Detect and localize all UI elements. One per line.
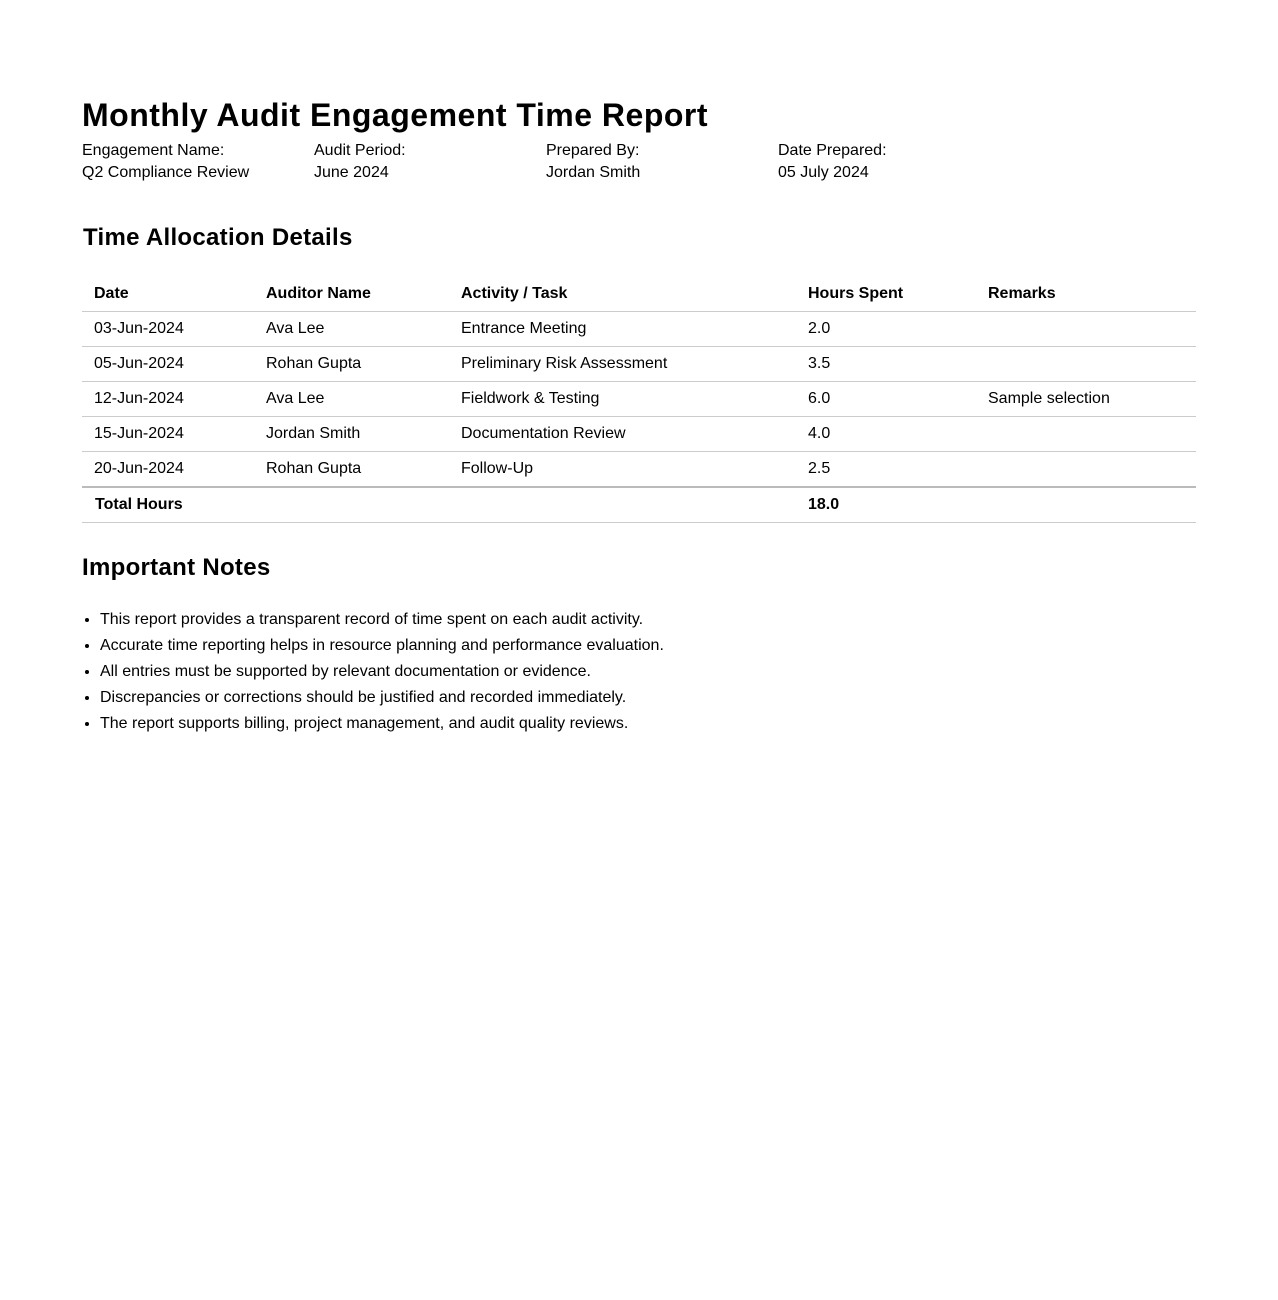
report-meta xyxy=(82,140,1196,184)
list-item: • This report provides a transparent record of time spent on each audit activity. xyxy=(100,607,1196,633)
cell-remarks: Sample selection xyxy=(976,382,1196,417)
report-title: Monthly Audit Engagement Time Report xyxy=(82,97,709,133)
cell-auditor: Jordan Smith xyxy=(254,417,449,452)
time-allocation-heading: Time Allocation Details xyxy=(83,224,353,251)
column-header-hours: Hours Spent xyxy=(796,277,976,312)
cell-activity: Entrance Meeting xyxy=(449,312,796,347)
total-empty-cell xyxy=(449,487,796,523)
total-empty-cell xyxy=(254,487,449,523)
meta-label: Prepared By: xyxy=(546,142,640,159)
cell-hours: 6.0 xyxy=(796,382,976,417)
column-header-remarks: Remarks xyxy=(976,277,1196,312)
important-notes-heading: Important Notes xyxy=(82,554,271,581)
cell-activity: Fieldwork & Testing xyxy=(449,382,796,417)
meta-label: Engagement Name: xyxy=(82,142,225,159)
important-notes-list xyxy=(82,607,1196,737)
cell-hours: 2.0 xyxy=(796,312,976,347)
total-empty-cell xyxy=(976,487,1196,523)
table-row xyxy=(82,382,1196,417)
meta-value: Jordan Smith xyxy=(546,164,641,181)
list-item: • All entries must be supported by relevant documentation or evidence. xyxy=(100,659,1196,685)
meta-prepared-by xyxy=(546,140,778,184)
total-row xyxy=(82,487,1196,523)
cell-date: 15-Jun-2024 xyxy=(82,417,254,452)
time-allocation-table xyxy=(82,277,1196,523)
table-row xyxy=(82,417,1196,452)
cell-auditor: Ava Lee xyxy=(254,382,449,417)
cell-remarks xyxy=(976,417,1196,452)
cell-remarks xyxy=(976,312,1196,347)
cell-date: 20-Jun-2024 xyxy=(82,452,254,488)
meta-label: Date Prepared: xyxy=(778,142,887,159)
meta-engagement-name xyxy=(82,140,314,184)
total-label: Total Hours xyxy=(82,487,254,523)
column-header-activity: Activity / Task xyxy=(449,277,796,312)
table-row xyxy=(82,312,1196,347)
total-hours-value: 18.0 xyxy=(796,487,976,523)
meta-value: June 2024 xyxy=(314,164,389,181)
cell-hours: 2.5 xyxy=(796,452,976,488)
cell-date: 03-Jun-2024 xyxy=(82,312,254,347)
cell-auditor: Ava Lee xyxy=(254,312,449,347)
cell-remarks xyxy=(976,347,1196,382)
meta-value: Q2 Compliance Review xyxy=(82,164,250,181)
column-header-date: Date xyxy=(82,277,254,312)
list-item: • Discrepancies or corrections should be justified and recorded immediately. xyxy=(100,685,1196,711)
meta-audit-period xyxy=(314,140,546,184)
meta-value: 05 July 2024 xyxy=(778,164,869,181)
table-row xyxy=(82,347,1196,382)
table-header-row xyxy=(82,277,1196,312)
cell-hours: 3.5 xyxy=(796,347,976,382)
table-row xyxy=(82,452,1196,488)
cell-activity: Follow-Up xyxy=(449,452,796,488)
meta-date-prepared xyxy=(778,140,1010,184)
cell-activity: Preliminary Risk Assessment xyxy=(449,347,796,382)
cell-date: 05-Jun-2024 xyxy=(82,347,254,382)
list-item: • The report supports billing, project management, and audit quality reviews. xyxy=(100,711,1196,737)
cell-activity: Documentation Review xyxy=(449,417,796,452)
cell-remarks xyxy=(976,452,1196,488)
cell-hours: 4.0 xyxy=(796,417,976,452)
cell-auditor: Rohan Gupta xyxy=(254,452,449,488)
report-page xyxy=(82,96,1196,737)
cell-date: 12-Jun-2024 xyxy=(82,382,254,417)
list-item: • Accurate time reporting helps in resource planning and performance evaluation. xyxy=(100,633,1196,659)
column-header-auditor: Auditor Name xyxy=(254,277,449,312)
cell-auditor: Rohan Gupta xyxy=(254,347,449,382)
meta-label: Audit Period: xyxy=(314,142,406,159)
